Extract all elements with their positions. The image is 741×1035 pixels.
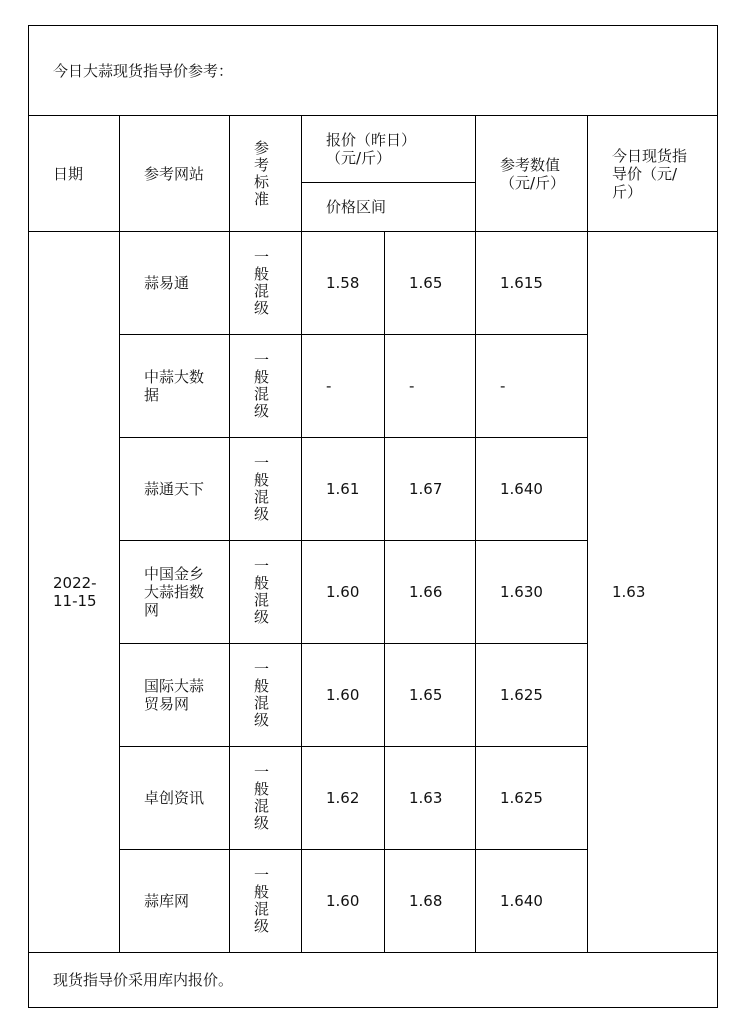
header-quote bbox=[302, 116, 476, 183]
ref-value-cell: 1.625 bbox=[476, 644, 588, 747]
header-standard bbox=[230, 116, 302, 232]
high-price-cell: 1.68 bbox=[385, 850, 476, 953]
ref-value-cell: 1.640 bbox=[476, 850, 588, 953]
low-price-cell: 1.60 bbox=[302, 541, 385, 644]
site-text: 蒜通天下 bbox=[144, 480, 205, 498]
price-table bbox=[28, 25, 718, 1008]
low-price-cell: - bbox=[302, 335, 385, 438]
site-text: 中蒜大数据 bbox=[144, 368, 205, 404]
standard-cell bbox=[230, 747, 302, 850]
low-price-cell: 1.60 bbox=[302, 850, 385, 953]
standard-cell bbox=[230, 335, 302, 438]
standard-cell bbox=[230, 438, 302, 541]
standard-text: 一般混级 bbox=[254, 660, 270, 729]
site-text: 国际大蒜贸易网 bbox=[144, 677, 205, 713]
standard-cell bbox=[230, 644, 302, 747]
ref-value-cell: 1.625 bbox=[476, 747, 588, 850]
site-cell bbox=[120, 438, 230, 541]
high-price-cell: 1.66 bbox=[385, 541, 476, 644]
standard-cell bbox=[230, 541, 302, 644]
low-price-cell: 1.62 bbox=[302, 747, 385, 850]
site-cell bbox=[120, 335, 230, 438]
high-price-cell: 1.67 bbox=[385, 438, 476, 541]
site-text: 中国金乡大蒜指数网 bbox=[144, 565, 205, 619]
ref-value-cell: - bbox=[476, 335, 588, 438]
site-cell bbox=[120, 541, 230, 644]
high-price-cell: 1.65 bbox=[385, 232, 476, 335]
header-site: 参考网站 bbox=[120, 116, 230, 232]
high-price-cell: - bbox=[385, 335, 476, 438]
header-quote-text: 报价（昨日）（元/斤） bbox=[326, 131, 417, 167]
site-cell bbox=[120, 644, 230, 747]
table-title: 今日大蒜现货指导价参考： bbox=[29, 26, 718, 116]
date-cell bbox=[29, 232, 120, 953]
header-range: 价格区间 bbox=[302, 183, 476, 232]
high-price-cell: 1.63 bbox=[385, 747, 476, 850]
standard-cell bbox=[230, 232, 302, 335]
site-text: 蒜易通 bbox=[144, 274, 190, 292]
site-text: 卓创资讯 bbox=[144, 789, 205, 807]
header-today-price bbox=[588, 116, 718, 232]
ref-value-cell: 1.630 bbox=[476, 541, 588, 644]
header-ref-value bbox=[476, 116, 588, 232]
standard-text: 一般混级 bbox=[254, 866, 270, 935]
low-price-cell: 1.60 bbox=[302, 644, 385, 747]
standard-text: 一般混级 bbox=[254, 763, 270, 832]
table-footer-note: 现货指导价采用库内报价。 bbox=[29, 953, 718, 1008]
date-text: 2022-11-15 bbox=[53, 574, 97, 610]
site-cell bbox=[120, 232, 230, 335]
high-price-cell: 1.65 bbox=[385, 644, 476, 747]
site-cell bbox=[120, 747, 230, 850]
low-price-cell: 1.61 bbox=[302, 438, 385, 541]
header-date: 日期 bbox=[29, 116, 120, 232]
header-ref-value-text: 参考数值（元/斤） bbox=[500, 155, 566, 192]
header-standard-text: 参考标准 bbox=[254, 138, 270, 208]
standard-cell bbox=[230, 850, 302, 953]
ref-value-cell: 1.615 bbox=[476, 232, 588, 335]
site-text: 蒜库网 bbox=[144, 892, 190, 910]
ref-value-cell: 1.640 bbox=[476, 438, 588, 541]
standard-text: 一般混级 bbox=[254, 557, 270, 626]
site-cell bbox=[120, 850, 230, 953]
header-today-price-text: 今日现货指导价（元/斤） bbox=[612, 146, 688, 201]
today-price-cell: 1.63 bbox=[588, 232, 718, 953]
standard-text: 一般混级 bbox=[254, 248, 270, 317]
low-price-cell: 1.58 bbox=[302, 232, 385, 335]
standard-text: 一般混级 bbox=[254, 351, 270, 420]
standard-text: 一般混级 bbox=[254, 454, 270, 523]
